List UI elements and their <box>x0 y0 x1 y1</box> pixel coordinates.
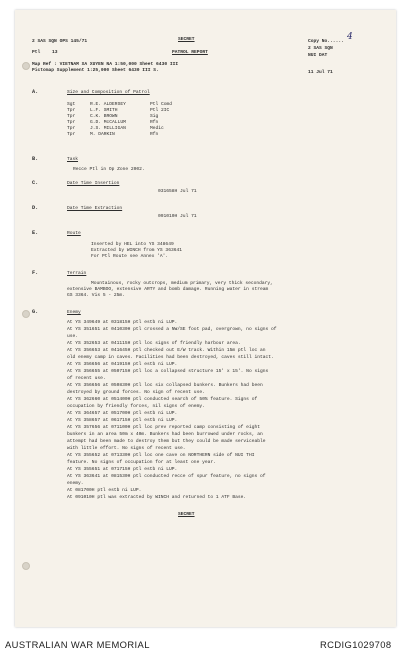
member-rank: Tpr <box>67 108 76 113</box>
member-name: L.F. SMITH <box>90 108 118 113</box>
member-rank: Tpr <box>67 120 76 125</box>
member-role: Rfn <box>150 120 159 125</box>
operation-reference: 2 SAS SQN OPS 145/71 <box>32 39 88 44</box>
section-f-title: Terrain <box>67 271 87 276</box>
patrol-number: 13 <box>52 50 58 55</box>
map-reference: Map Ref : VIETNAM XA XUYEN NA 1:50,000 Sheet 6430 III <box>32 62 179 67</box>
copy-number-handwritten: 4 <box>347 32 353 42</box>
terrain-line: extensive BAMBOO, extensive ARTY and bomb damage. Running water in stream <box>67 287 269 292</box>
section-b-title: Task <box>67 157 79 162</box>
enemy-log-line: At YS 363641 at 081530H ptl conducted recce of spur feature, no signs of <box>67 474 266 479</box>
unit-name: 2 SAS SQN <box>308 46 333 51</box>
enemy-log-line: occupation by friendly forces, nil signs of enemy. <box>67 404 205 409</box>
enemy-log-line: At YS 355652 at 071330H ptl loc one cave on NORTHERN side of NUI THI <box>67 453 255 458</box>
member-name: C.K. BROWN <box>90 114 118 119</box>
member-rank: Tpr <box>67 126 76 131</box>
enemy-log-line: enemy. <box>67 481 84 486</box>
copy-number-label: Copy No...... <box>308 39 344 44</box>
enemy-log-line: bunkers in an area 50m x 40m. Bunkers had been burrowed under rocks, an <box>67 432 263 437</box>
report-title: PATROL REPORT <box>172 50 208 55</box>
member-name: R.E. ALDERSEY <box>90 102 126 107</box>
section-g-letter: G. <box>32 309 39 315</box>
member-role: Ptl 2IC <box>150 108 170 113</box>
route-line: Inserted by HEL into YS 348649 <box>91 242 174 247</box>
report-date: 11 Jul 71 <box>308 70 333 75</box>
archive-name: AUSTRALIAN WAR MEMORIAL <box>5 639 150 650</box>
enemy-log-line: attempt had been made to destroy them but they could be made serviceable <box>67 439 266 444</box>
enemy-log-line: At YS 358657 at 061715H ptl estb ni LUP. <box>67 418 178 423</box>
member-rank: Sgt <box>67 102 76 107</box>
route-line: Extracted by WINCH from YS 363641 <box>91 248 182 253</box>
enemy-log-line: At 091010H ptl was extracted by WINCH and returned to 1 ATF Base. <box>67 495 247 500</box>
enemy-log-line: At YS 356656 at 041915H ptl estb ni LUP. <box>67 362 178 367</box>
enemy-log-line: use. <box>67 334 79 339</box>
punch-hole <box>22 310 30 318</box>
enemy-log-line: with little effort. No signs of recent use. <box>67 446 186 451</box>
section-e-title: Route <box>67 231 81 236</box>
archive-footer <box>0 636 408 654</box>
route-line: For Ptl Route see Annex 'A'. <box>91 254 169 259</box>
section-d-letter: D. <box>32 205 39 211</box>
terrain-line: GS 3364. Vis 5 - 25m. <box>67 293 125 298</box>
section-b-letter: B. <box>32 156 39 162</box>
document-page <box>15 10 396 627</box>
section-a-letter: A. <box>32 89 39 95</box>
member-role: Ptl Comd <box>150 102 173 107</box>
section-c-letter: C. <box>32 180 39 186</box>
section-a-title: Size and Composition of Patrol <box>67 90 150 95</box>
enemy-log-line: At YS 356653 at 041645H ptl checked out E/W track. Within 15m ptl loc an <box>67 348 266 353</box>
member-rank: Tpr <box>67 132 76 137</box>
enemy-log-line: At YS 352653 at 041115H ptl loc signs of friendly harbour area. <box>67 341 241 346</box>
punch-hole <box>22 62 30 70</box>
member-name: M. DARKIN <box>90 132 115 137</box>
enemy-log-line: At 081700H ptl estb ni LUP. <box>67 488 142 493</box>
extraction-time: 091010H Jul 71 <box>158 214 197 219</box>
security-classification: SECRET <box>178 37 195 42</box>
member-rank: Tpr <box>67 114 76 119</box>
enemy-log-line: At YS 364657 at 051700H ptl estb ni LUP. <box>67 411 178 416</box>
terrain-line: Mountainous, rocky outcrops, medium primary, very thick secondary, <box>91 281 273 286</box>
enemy-log-line: feature. No signs of occupation for at least one year. <box>67 460 216 465</box>
footer-classification: SECRET <box>178 512 195 517</box>
enemy-log-line: destroyed by ground forces. No sign of recent use. <box>67 390 205 395</box>
enemy-log-line: old enemy camp in caves. Facilities had been destroyed, caves still intact. <box>67 355 274 360</box>
member-name: G.D. McCALLUM <box>90 120 126 125</box>
section-g-title: Enemy <box>67 310 81 315</box>
pictomap-reference: Pictomap Supplement 1:25,000 Sheet 6430 III S. <box>32 68 159 73</box>
member-role: Medic <box>150 126 164 131</box>
enemy-log-line: At YS 357656 at 071100H ptl loc prev reported camp consisting of eight <box>67 425 260 430</box>
enemy-log-line: At YS 355651 at 071715H ptl estb ni LUP. <box>67 467 178 472</box>
member-role: Sig <box>150 114 159 119</box>
enemy-log-line: of recent use. <box>67 376 106 381</box>
section-c-title: Date Time Insertion <box>67 181 120 186</box>
section-d-title: Date Time Extraction <box>67 206 123 211</box>
insertion-time: 031658H Jul 71 <box>158 189 197 194</box>
punch-hole <box>22 562 30 570</box>
enemy-log-line: At YS 349649 at 031815H ptl estb ni LUP. <box>67 320 178 325</box>
member-role: Rfn <box>150 132 159 137</box>
section-f-letter: F. <box>32 270 39 276</box>
enemy-log-line: At YS 356655 at 050715H ptl loc a collapsed structure 15' x 15'. No signs <box>67 369 269 374</box>
enemy-log-line: At YS 351651 at 041030H ptl crossed a NW/SE foot pad, overgrown, no signs of <box>67 327 277 332</box>
archive-reference: RCDIG1029708 <box>320 639 392 650</box>
section-e-letter: E. <box>32 230 39 236</box>
patrol-label: Ptl <box>32 50 41 55</box>
task-text: Recce Ptl in Op Zone 2002. <box>73 167 145 172</box>
unit-location: NUI DAT <box>308 53 328 58</box>
enemy-log-line: At YS 356656 at 050830H ptl loc six collapsed bunkers. Bunkers had been <box>67 383 263 388</box>
enemy-log-line: At YS 362660 at 051400H ptl conducted search of 50% feature. Signs of <box>67 397 258 402</box>
member-name: J.S. MILLIGAN <box>90 126 126 131</box>
